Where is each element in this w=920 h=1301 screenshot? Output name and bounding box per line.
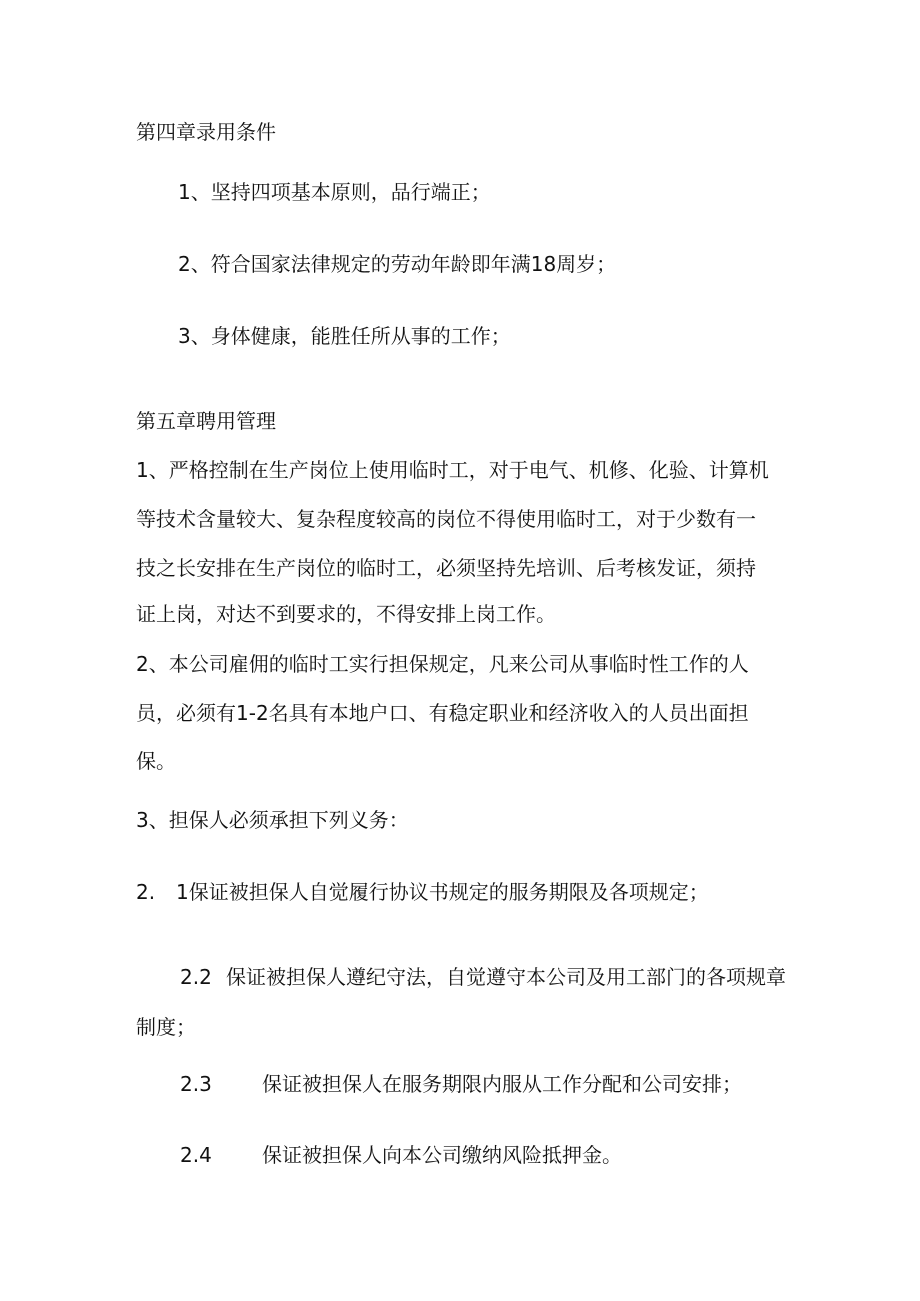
- sub3-number: 2.3: [180, 1072, 212, 1096]
- para2-line-1: 2、本公司雇佣的临时工实行担保规定，凡来公司从事临时性工作的人: [136, 652, 749, 676]
- para2-line-3: 保。: [136, 749, 176, 773]
- para1-line-1: 1、严格控制在生产岗位上使用临时工，对于电气、机修、化验、计算机: [136, 458, 769, 482]
- sub4-text: 保证被担保人向本公司缴纳风险抵押金。: [262, 1143, 622, 1167]
- sub4-number: 2.4: [180, 1143, 212, 1167]
- sub2-text: 保证被担保人遵纪守法，自觉遵守本公司及用工部门的各项规章: [226, 965, 786, 989]
- sub1-number: 2.: [136, 880, 156, 904]
- chapter4-item-1: 1、坚持四项基本原则，品行端正；: [178, 180, 491, 204]
- para1-line-3: 技之长安排在生产岗位的临时工，必须坚持先培训、后考核发证，须持: [136, 556, 756, 580]
- sub1-text: 1保证被担保人自觉履行协议书规定的服务期限及各项规定；: [176, 880, 709, 904]
- para2-line-2: 员，必须有1-2名具有本地户口、有稳定职业和经济收入的人员出面担: [136, 701, 749, 725]
- para1-line-4: 证上岗，对达不到要求的，不得安排上岗工作。: [136, 602, 556, 626]
- para1-line-2: 等技术含量较大、复杂程度较高的岗位不得使用临时工，对于少数有一: [136, 507, 756, 531]
- chapter4-item-3: 3、身体健康，能胜任所从事的工作；: [178, 324, 511, 348]
- sub2-number: 2.2: [180, 965, 212, 989]
- chapter5-heading: 第五章聘用管理: [136, 409, 276, 433]
- sub3-text: 保证被担保人在服务期限内服从工作分配和公司安排；: [262, 1072, 742, 1096]
- para3-text: 3、担保人必须承担下列义务：: [136, 808, 409, 832]
- chapter4-heading: 第四章录用条件: [136, 120, 276, 144]
- chapter4-item-2: 2、符合国家法律规定的劳动年龄即年满18周岁；: [178, 252, 617, 276]
- sub2-continuation: 制度；: [136, 1015, 196, 1039]
